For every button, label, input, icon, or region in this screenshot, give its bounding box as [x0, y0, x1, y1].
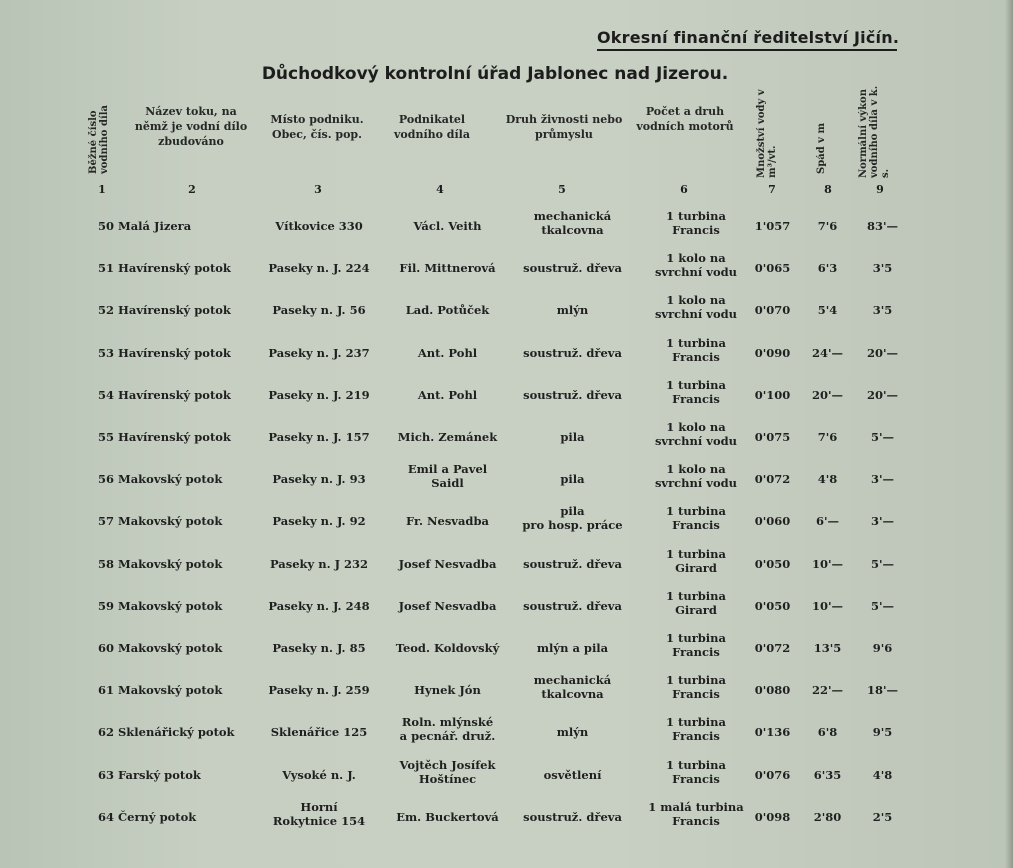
- header-running-number: Běžné číslo vodního díla: [88, 104, 110, 174]
- drop-cell: 6'8: [817, 725, 838, 740]
- power-cell: 3'5: [872, 261, 893, 276]
- row-number: 59: [97, 598, 114, 613]
- place-cell: Paseky n. J. 56: [272, 303, 366, 318]
- trade-cell: mlýn a pila: [536, 641, 609, 655]
- place-cell: Paseky n. J. 93: [272, 472, 366, 487]
- owner-cell: Emil a Pavel Saidl: [407, 462, 488, 491]
- stream-name: Havírenský potok: [118, 430, 231, 444]
- column-number-3: 3: [314, 183, 322, 196]
- power-cell: 3'—: [870, 514, 895, 529]
- row-number: 62: [97, 725, 114, 740]
- motor-cell: 1 kolo na svrchní vodu: [654, 462, 738, 491]
- drop-cell: 5'4: [817, 303, 838, 318]
- table-row: [0, 374, 1013, 416]
- stream-name: Makovský potok: [118, 556, 223, 571]
- row-number: 63: [97, 767, 114, 782]
- trade-cell: mlýn: [556, 725, 589, 740]
- row-number: 55: [97, 430, 114, 444]
- water-amount-cell: 0'098: [754, 809, 791, 824]
- row-number: 57: [97, 514, 114, 529]
- trade-cell: osvětlení: [543, 767, 602, 782]
- place-cell: Horní Rokytnice 154: [272, 799, 366, 828]
- place-cell: Paseky n. J. 157: [268, 430, 370, 444]
- table-row: [0, 500, 1013, 542]
- drop-cell: 24'—: [811, 345, 844, 360]
- motor-cell: 1 turbina Francis: [666, 335, 726, 364]
- column-number-7: 7: [768, 183, 776, 196]
- table-row: [0, 247, 1013, 289]
- place-cell: Vysoké n. J.: [282, 767, 356, 782]
- power-cell: 18'—: [866, 683, 899, 698]
- trade-cell: mlýn: [556, 303, 589, 318]
- owner-cell: Em. Buckertová: [396, 809, 499, 824]
- table-row: [0, 669, 1013, 711]
- water-amount-cell: 0'050: [754, 598, 791, 613]
- water-amount-cell: 0'060: [754, 514, 791, 529]
- row-number: 58: [97, 556, 114, 571]
- row-number: 54: [97, 387, 114, 402]
- header-owner: Podnikatel vodního díla: [394, 113, 470, 141]
- header-motors: Počet a druh vodních motorů: [636, 105, 734, 133]
- motor-cell: 1 turbina Francis: [666, 209, 726, 237]
- trade-cell: soustruž. dřeva: [523, 598, 622, 613]
- drop-cell: 6'—: [815, 514, 840, 529]
- table-row: [0, 205, 1013, 247]
- stream-name: Makovský potok: [118, 641, 223, 655]
- trade-cell: pila pro hosp. práce: [522, 504, 623, 533]
- trade-cell: pila: [560, 472, 585, 487]
- row-number: 51: [97, 261, 114, 276]
- stream-name: Makovský potok: [118, 514, 223, 529]
- trade-cell: mechanická tkalcovna: [533, 209, 612, 237]
- drop-cell: 20'—: [811, 387, 844, 402]
- column-number-4: 4: [436, 183, 444, 196]
- trade-cell: soustruž. dřeva: [523, 261, 622, 276]
- header-place: Místo podniku. Obec, čís. pop.: [270, 113, 364, 141]
- motor-cell: 1 turbina Girard: [666, 588, 726, 617]
- power-cell: 3'5: [872, 303, 893, 318]
- water-amount-cell: 0'090: [754, 345, 791, 360]
- place-cell: Paseky n. J. 237: [268, 345, 370, 360]
- table-row: [0, 458, 1013, 500]
- stream-name: Havírenský potok: [118, 303, 231, 318]
- motor-cell: 1 turbina Francis: [666, 504, 726, 533]
- power-cell: 20'—: [866, 345, 899, 360]
- drop-cell: 10'—: [811, 598, 844, 613]
- water-amount-cell: 0'070: [754, 303, 791, 318]
- motor-cell: 1 turbina Francis: [666, 757, 726, 786]
- power-cell: 20'—: [866, 387, 899, 402]
- owner-cell: Josef Nesvadba: [398, 556, 497, 571]
- motor-cell: 1 kolo na svrchní vodu: [654, 251, 738, 280]
- stream-name: Havírenský potok: [118, 345, 231, 360]
- stream-name: Makovský potok: [118, 598, 223, 613]
- place-cell: Paseky n. J. 259: [268, 683, 370, 698]
- place-cell: Paseky n. J 232: [269, 556, 369, 571]
- water-amount-cell: 0'072: [754, 641, 791, 655]
- power-cell: 4'8: [872, 767, 893, 782]
- motor-cell: 1 turbina Francis: [666, 631, 726, 659]
- owner-cell: Teod. Koldovský: [395, 641, 500, 655]
- table-row: [0, 543, 1013, 585]
- power-cell: 9'6: [872, 641, 893, 655]
- stream-name: Farský potok: [118, 767, 201, 782]
- stream-name: Sklenářický potok: [118, 725, 235, 740]
- stream-name: Havírenský potok: [118, 261, 231, 276]
- trade-cell: soustruž. dřeva: [523, 809, 622, 824]
- place-cell: Paseky n. J. 85: [272, 641, 366, 655]
- motor-cell: 1 kolo na svrchní vodu: [654, 293, 738, 322]
- power-cell: 9'5: [872, 725, 893, 740]
- header-drop: Spád v m: [816, 122, 827, 174]
- table-row: [0, 711, 1013, 753]
- table-row: [0, 754, 1013, 796]
- owner-cell: Fil. Mittnerová: [399, 261, 496, 276]
- water-amount-cell: 0'076: [754, 767, 791, 782]
- drop-cell: 10'—: [811, 556, 844, 571]
- stream-name: Malá Jizera: [118, 219, 192, 233]
- row-number: 61: [97, 683, 114, 698]
- trade-cell: soustruž. dřeva: [523, 387, 622, 402]
- drop-cell: 7'6: [817, 430, 838, 444]
- header-trade: Druh živnosti nebo průmyslu: [505, 113, 623, 141]
- trade-cell: soustruž. dřeva: [523, 556, 622, 571]
- trade-cell: soustruž. dřeva: [523, 345, 622, 360]
- header-water-amount: Množství vody v m³/vt.: [756, 89, 778, 178]
- header-stream-name: Název toku, na němž je vodní dílo zbudováno: [134, 105, 248, 148]
- trade-cell: pila: [560, 430, 585, 444]
- water-amount-cell: 0'050: [754, 556, 791, 571]
- row-number: 50: [97, 219, 114, 233]
- water-amount-cell: 0'080: [754, 683, 791, 698]
- owner-cell: Lad. Potůček: [405, 303, 490, 318]
- motor-cell: 1 turbina Francis: [666, 673, 726, 702]
- drop-cell: 7'6: [817, 219, 838, 233]
- row-number: 52: [97, 303, 114, 318]
- owner-cell: Mich. Zemánek: [397, 430, 498, 444]
- drop-cell: 6'35: [813, 767, 842, 782]
- table-row: [0, 627, 1013, 669]
- owner-cell: Fr. Nesvadba: [406, 514, 489, 529]
- column-number-8: 8: [824, 183, 832, 196]
- place-cell: Paseky n. J. 92: [272, 514, 366, 529]
- water-amount-cell: 0'075: [754, 430, 791, 444]
- stream-name: Černý potok: [118, 809, 197, 824]
- drop-cell: 2'80: [813, 809, 842, 824]
- column-number-6: 6: [680, 183, 688, 196]
- place-cell: Paseky n. J. 248: [268, 598, 370, 613]
- stream-name: Havírenský potok: [118, 387, 231, 402]
- owner-cell: Hynek Jón: [414, 683, 481, 698]
- motor-cell: 1 turbina Francis: [666, 715, 726, 744]
- drop-cell: 6'3: [817, 261, 838, 276]
- stream-name: Makovský potok: [118, 683, 223, 698]
- motor-cell: 1 turbina Girard: [666, 546, 726, 575]
- owner-cell: Vojtěch Josífek Hoštínec: [399, 757, 496, 786]
- motor-cell: 1 kolo na svrchní vodu: [654, 420, 738, 448]
- drop-cell: 4'8: [817, 472, 838, 487]
- power-cell: 2'5: [872, 809, 893, 824]
- row-number: 64: [97, 809, 114, 824]
- table-row: [0, 796, 1013, 838]
- column-number-9: 9: [876, 183, 884, 196]
- owner-cell: Roln. mlýnské a pecnář. druž.: [399, 715, 496, 744]
- owner-cell: Ant. Pohl: [417, 387, 478, 402]
- power-cell: 5'—: [870, 430, 895, 444]
- place-cell: Sklenářice 125: [270, 725, 368, 740]
- place-cell: Paseky n. J. 224: [268, 261, 370, 276]
- power-cell: 3'—: [870, 472, 895, 487]
- owner-cell: Josef Nesvadba: [398, 598, 497, 613]
- row-number: 60: [97, 641, 114, 655]
- place-cell: Vítkovice 330: [275, 219, 363, 233]
- water-amount-cell: 0'136: [754, 725, 791, 740]
- power-cell: 5'—: [870, 598, 895, 613]
- owner-cell: Ant. Pohl: [417, 345, 478, 360]
- row-number: 56: [97, 472, 114, 487]
- table-row: [0, 416, 1013, 458]
- owner-cell: Václ. Veith: [413, 219, 482, 233]
- table-row: [0, 585, 1013, 627]
- office-heading: Okresní finanční ředitelství Jičín.: [597, 28, 897, 51]
- column-number-2: 2: [188, 183, 196, 196]
- place-cell: Paseky n. J. 219: [268, 387, 370, 402]
- water-amount-cell: 0'065: [754, 261, 791, 276]
- table-row: [0, 332, 1013, 374]
- stream-name: Makovský potok: [118, 472, 223, 487]
- drop-cell: 13'5: [813, 641, 842, 655]
- water-amount-cell: 0'100: [754, 387, 791, 402]
- header-power: Normální výkon vodního díla v k. s.: [858, 85, 891, 178]
- row-number: 53: [97, 345, 114, 360]
- water-amount-cell: 0'072: [754, 472, 791, 487]
- column-number-1: 1: [98, 183, 106, 196]
- motor-cell: 1 malá turbina Francis: [648, 799, 744, 828]
- document-title: Důchodkový kontrolní úřad Jablonec nad Jizerou.: [261, 64, 729, 84]
- motor-cell: 1 turbina Francis: [666, 377, 726, 406]
- power-cell: 5'—: [870, 556, 895, 571]
- power-cell: 83'—: [866, 219, 899, 233]
- water-amount-cell: 1'057: [754, 219, 791, 233]
- column-number-5: 5: [558, 183, 566, 196]
- drop-cell: 22'—: [811, 683, 844, 698]
- table-row: [0, 289, 1013, 331]
- trade-cell: mechanická tkalcovna: [533, 673, 612, 702]
